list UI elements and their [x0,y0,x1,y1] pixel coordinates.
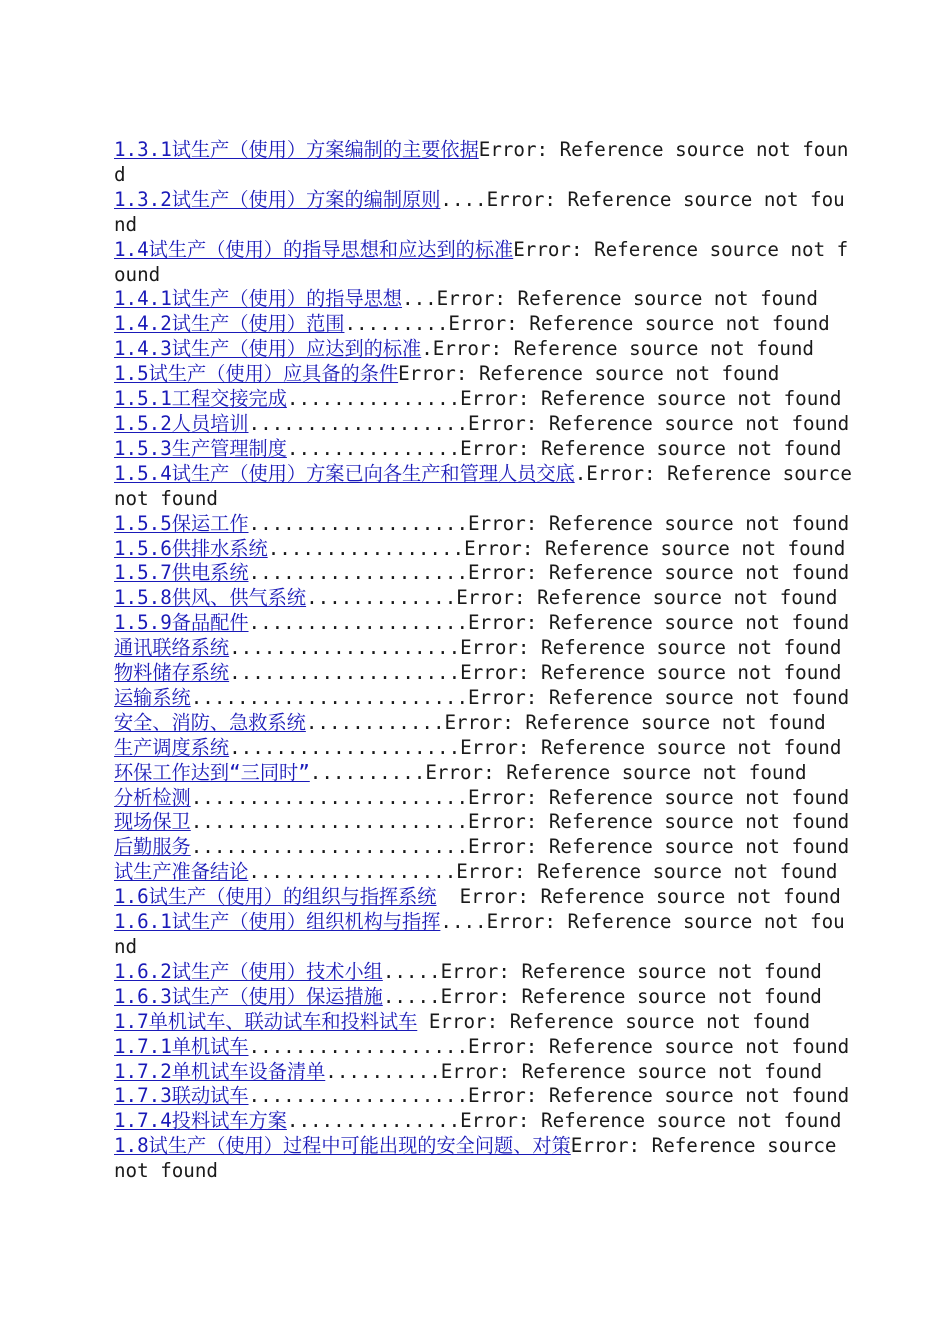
toc-entry-link[interactable]: 1.3.1试生产（使用）方案编制的主要依据 [114,138,479,161]
toc-entry [114,1060,854,1085]
toc-dot-leader: ............... [286,387,461,411]
toc-entry [114,1084,854,1109]
toc-dot-leader: ........................ [190,685,468,709]
toc-entry-link[interactable]: 1.5.6供排水系统 [114,536,268,560]
toc-page-reference: Error: Reference source not found [114,1134,849,1183]
toc-entry-link[interactable]: 1.6.1试生产（使用）组织机构与指挥 [114,910,441,934]
toc-entry [114,910,854,960]
toc-dot-leader: ... [402,287,437,311]
toc-dot-leader: ................... [248,411,469,435]
toc-page-reference: Error: Reference source not found [468,810,850,834]
toc-entry [114,437,854,462]
toc-entry-link[interactable]: 1.7.1单机试车 [114,1034,249,1058]
toc-entry [114,1010,854,1035]
toc-dot-leader: .... [440,910,487,934]
toc-page-reference: Error: Reference source not found [114,187,845,236]
toc-entry-link[interactable]: 分析检测 [114,785,191,809]
toc-entry [114,512,854,537]
toc-entry [114,835,854,860]
toc-dot-leader: ............... [286,1109,461,1133]
toc-dot-leader: ......... [344,312,449,336]
toc-page-reference: Error: Reference source not found [468,511,850,535]
toc-entry [114,661,854,686]
toc-entry [114,138,854,188]
toc-entry [114,188,854,238]
toc-page-reference: Error: Reference source not found [440,1059,823,1083]
toc-dot-leader: ................. [267,536,465,560]
toc-dot-leader: . [574,461,587,485]
toc-page-reference: Error: Reference source not found [448,312,830,336]
toc-entry [114,586,854,611]
toc-entry [114,412,854,437]
toc-entry [114,387,854,412]
toc-entry [114,711,854,736]
toc-entry [114,312,854,337]
toc-dot-leader: .................... [229,636,461,660]
toc-entry-link[interactable]: 1.7.4投料试车方案 [114,1109,287,1133]
toc-dot-leader: ..... [382,959,441,983]
toc-entry [114,786,854,811]
toc-dot-leader: ........................ [190,835,468,859]
toc-dot-leader: ................... [248,561,469,585]
toc-entry [114,686,854,711]
toc-entry-link[interactable]: 运输系统 [114,685,191,709]
toc-page-reference: Error: Reference source not found [114,138,849,186]
toc-page-reference: Error: Reference source not found [468,611,850,635]
toc-entry-link[interactable]: 1.8试生产（使用）过程中可能出现的安全问题、对策 [114,1134,571,1158]
toc-entry-link[interactable]: 1.4.1试生产（使用）的指导思想 [114,287,403,311]
toc-dot-leader: ............ [305,710,445,734]
toc-entry-link[interactable]: 后勤服务 [114,835,191,859]
toc-entry-link[interactable]: 1.3.2试生产（使用）方案的编制原则 [114,187,441,211]
toc-entry [114,736,854,761]
toc-dot-leader: ........................ [190,785,468,809]
toc-entry-link[interactable]: 1.5.3生产管理制度 [114,436,287,460]
toc-page-reference: Error: Reference source not found [459,885,841,909]
toc-entry-link[interactable]: 环保工作达到“三同时” [114,760,310,784]
toc-dot-leader: ................... [248,511,469,535]
toc-entry-link[interactable]: 1.5.7供电系统 [114,561,249,585]
toc-page-reference: Error: Reference source not found [468,685,850,709]
toc-entry-link[interactable]: 1.4.2试生产（使用）范围 [114,312,345,336]
toc-page-reference: Error: Reference source not found [460,636,842,660]
toc-entry [114,885,854,910]
toc-entry-link[interactable]: 现场保卫 [114,810,191,834]
toc-dot-leader: .... [440,187,487,211]
toc-entry [114,461,864,512]
toc-entry [114,537,854,562]
toc-entry [114,1109,854,1134]
toc-entry [114,337,854,362]
toc-dot-leader: .......... [309,760,426,784]
toc-entry [114,960,854,985]
toc-entry-link[interactable]: 1.5.1工程交接完成 [114,387,287,411]
toc-page-reference: Error: Reference source not found [444,710,826,734]
toc-page-reference: Error: Reference source not found [436,287,818,311]
toc-dot-leader: ................... [248,1084,469,1108]
toc-entry [114,1035,854,1060]
toc-entry [114,636,854,661]
toc-dot-leader: ................... [248,1034,469,1058]
toc-page-reference: Error: Reference source not found [114,461,864,510]
toc-entry-link[interactable]: 1.5.9备品配件 [114,611,249,635]
toc-page-reference: Error: Reference source not found [425,760,807,784]
toc-entry [114,860,854,885]
toc-dot-leader: ............... [286,436,461,460]
toc-entry-link[interactable]: 1.6.3试生产（使用）保运措施 [114,984,383,1008]
toc-entry-link[interactable]: 1.4试生产（使用）的指导思想和应达到的标准 [114,237,514,261]
toc-page-reference: Error: Reference source not found [460,1109,842,1133]
table-of-contents [114,138,864,1184]
toc-page-reference: Error: Reference source not found [440,984,822,1008]
toc-page-reference: Error: Reference source not found [468,411,850,435]
toc-page-reference: Error: Reference source not found [468,1034,850,1058]
toc-entry [114,561,854,586]
toc-page-reference: Error: Reference source not found [468,835,850,859]
toc-entry-link[interactable]: 生产调度系统 [114,735,230,759]
toc-entry [114,238,854,288]
toc-page-reference: Error: Reference source not found [468,785,850,809]
toc-entry-link[interactable]: 1.7.3联动试车 [114,1084,249,1108]
toc-entry-link[interactable]: 1.6试生产（使用）的组织与指挥系统 [114,885,437,909]
toc-entry [114,362,854,387]
toc-page-reference: Error: Reference source not found [114,910,845,958]
toc-entry-link[interactable]: 物料储存系统 [114,661,230,685]
toc-page-reference: Error: Reference source not found [460,436,842,460]
toc-entry-link[interactable]: 1.5.2人员培训 [114,411,249,435]
toc-page-reference: Error: Reference source not found [460,387,842,411]
toc-entry [114,287,854,312]
toc-entry-link[interactable]: 1.7单机试车、联动试车和投料试车 [114,1009,418,1033]
toc-dot-leader: .......... [325,1059,441,1083]
toc-entry-link[interactable]: 1.5.4试生产（使用）方案已向各生产和管理人员交底 [114,461,575,485]
toc-entry-link[interactable]: 1.7.2单机试车设备清单 [114,1059,326,1083]
toc-dot-leader: ............. [306,586,457,610]
toc-page-reference: Error: Reference source not found [432,337,814,361]
toc-entry [114,810,854,835]
toc-dot-leader: .................. [248,860,457,884]
toc-entry-link[interactable]: 通讯联络系统 [114,636,230,660]
toc-page-reference: Error: Reference source not found [456,860,838,884]
toc-dot-leader [436,885,459,908]
toc-entry-link[interactable]: 1.5.8供风、供气系统 [114,586,307,610]
toc-dot-leader [417,1010,429,1033]
toc-entry-link[interactable]: 1.5试生产（使用）应具备的条件 [114,362,399,386]
toc-entry-link[interactable]: 试生产准备结论 [114,860,249,884]
toc-entry [114,761,854,786]
toc-entry [114,985,854,1010]
toc-page-reference: Error: Reference source not found [440,959,822,983]
toc-page-reference: Error: Reference source not found [114,237,849,286]
toc-entry-link[interactable]: 安全、消防、急救系统 [114,710,306,734]
toc-dot-leader: .................... [229,661,461,685]
toc-entry-link[interactable]: 1.5.5保运工作 [114,511,249,535]
toc-entry [114,611,854,636]
toc-dot-leader: ........................ [190,810,468,834]
toc-entry-link[interactable]: 1.4.3试生产（使用）应达到的标准 [114,337,422,361]
toc-page-reference: Error: Reference source not found [468,1084,850,1108]
toc-page-reference: Error: Reference source not found [456,586,838,610]
toc-page-reference: Error: Reference source not found [460,735,842,759]
toc-dot-leader: ..... [382,984,441,1008]
toc-dot-leader: . [421,337,433,361]
toc-dot-leader: .................... [229,735,461,759]
toc-entry [114,1134,854,1184]
toc-page-reference: Error: Reference source not found [398,362,780,386]
toc-page-reference: Error: Reference source not found [468,561,850,585]
toc-page-reference: Error: Reference source not found [460,661,842,685]
toc-page-reference: Error: Reference source not found [428,1009,811,1033]
toc-entry-link[interactable]: 1.6.2试生产（使用）技术小组 [114,959,383,983]
toc-page-reference: Error: Reference source not found [464,536,846,560]
toc-dot-leader: ................... [248,611,469,635]
